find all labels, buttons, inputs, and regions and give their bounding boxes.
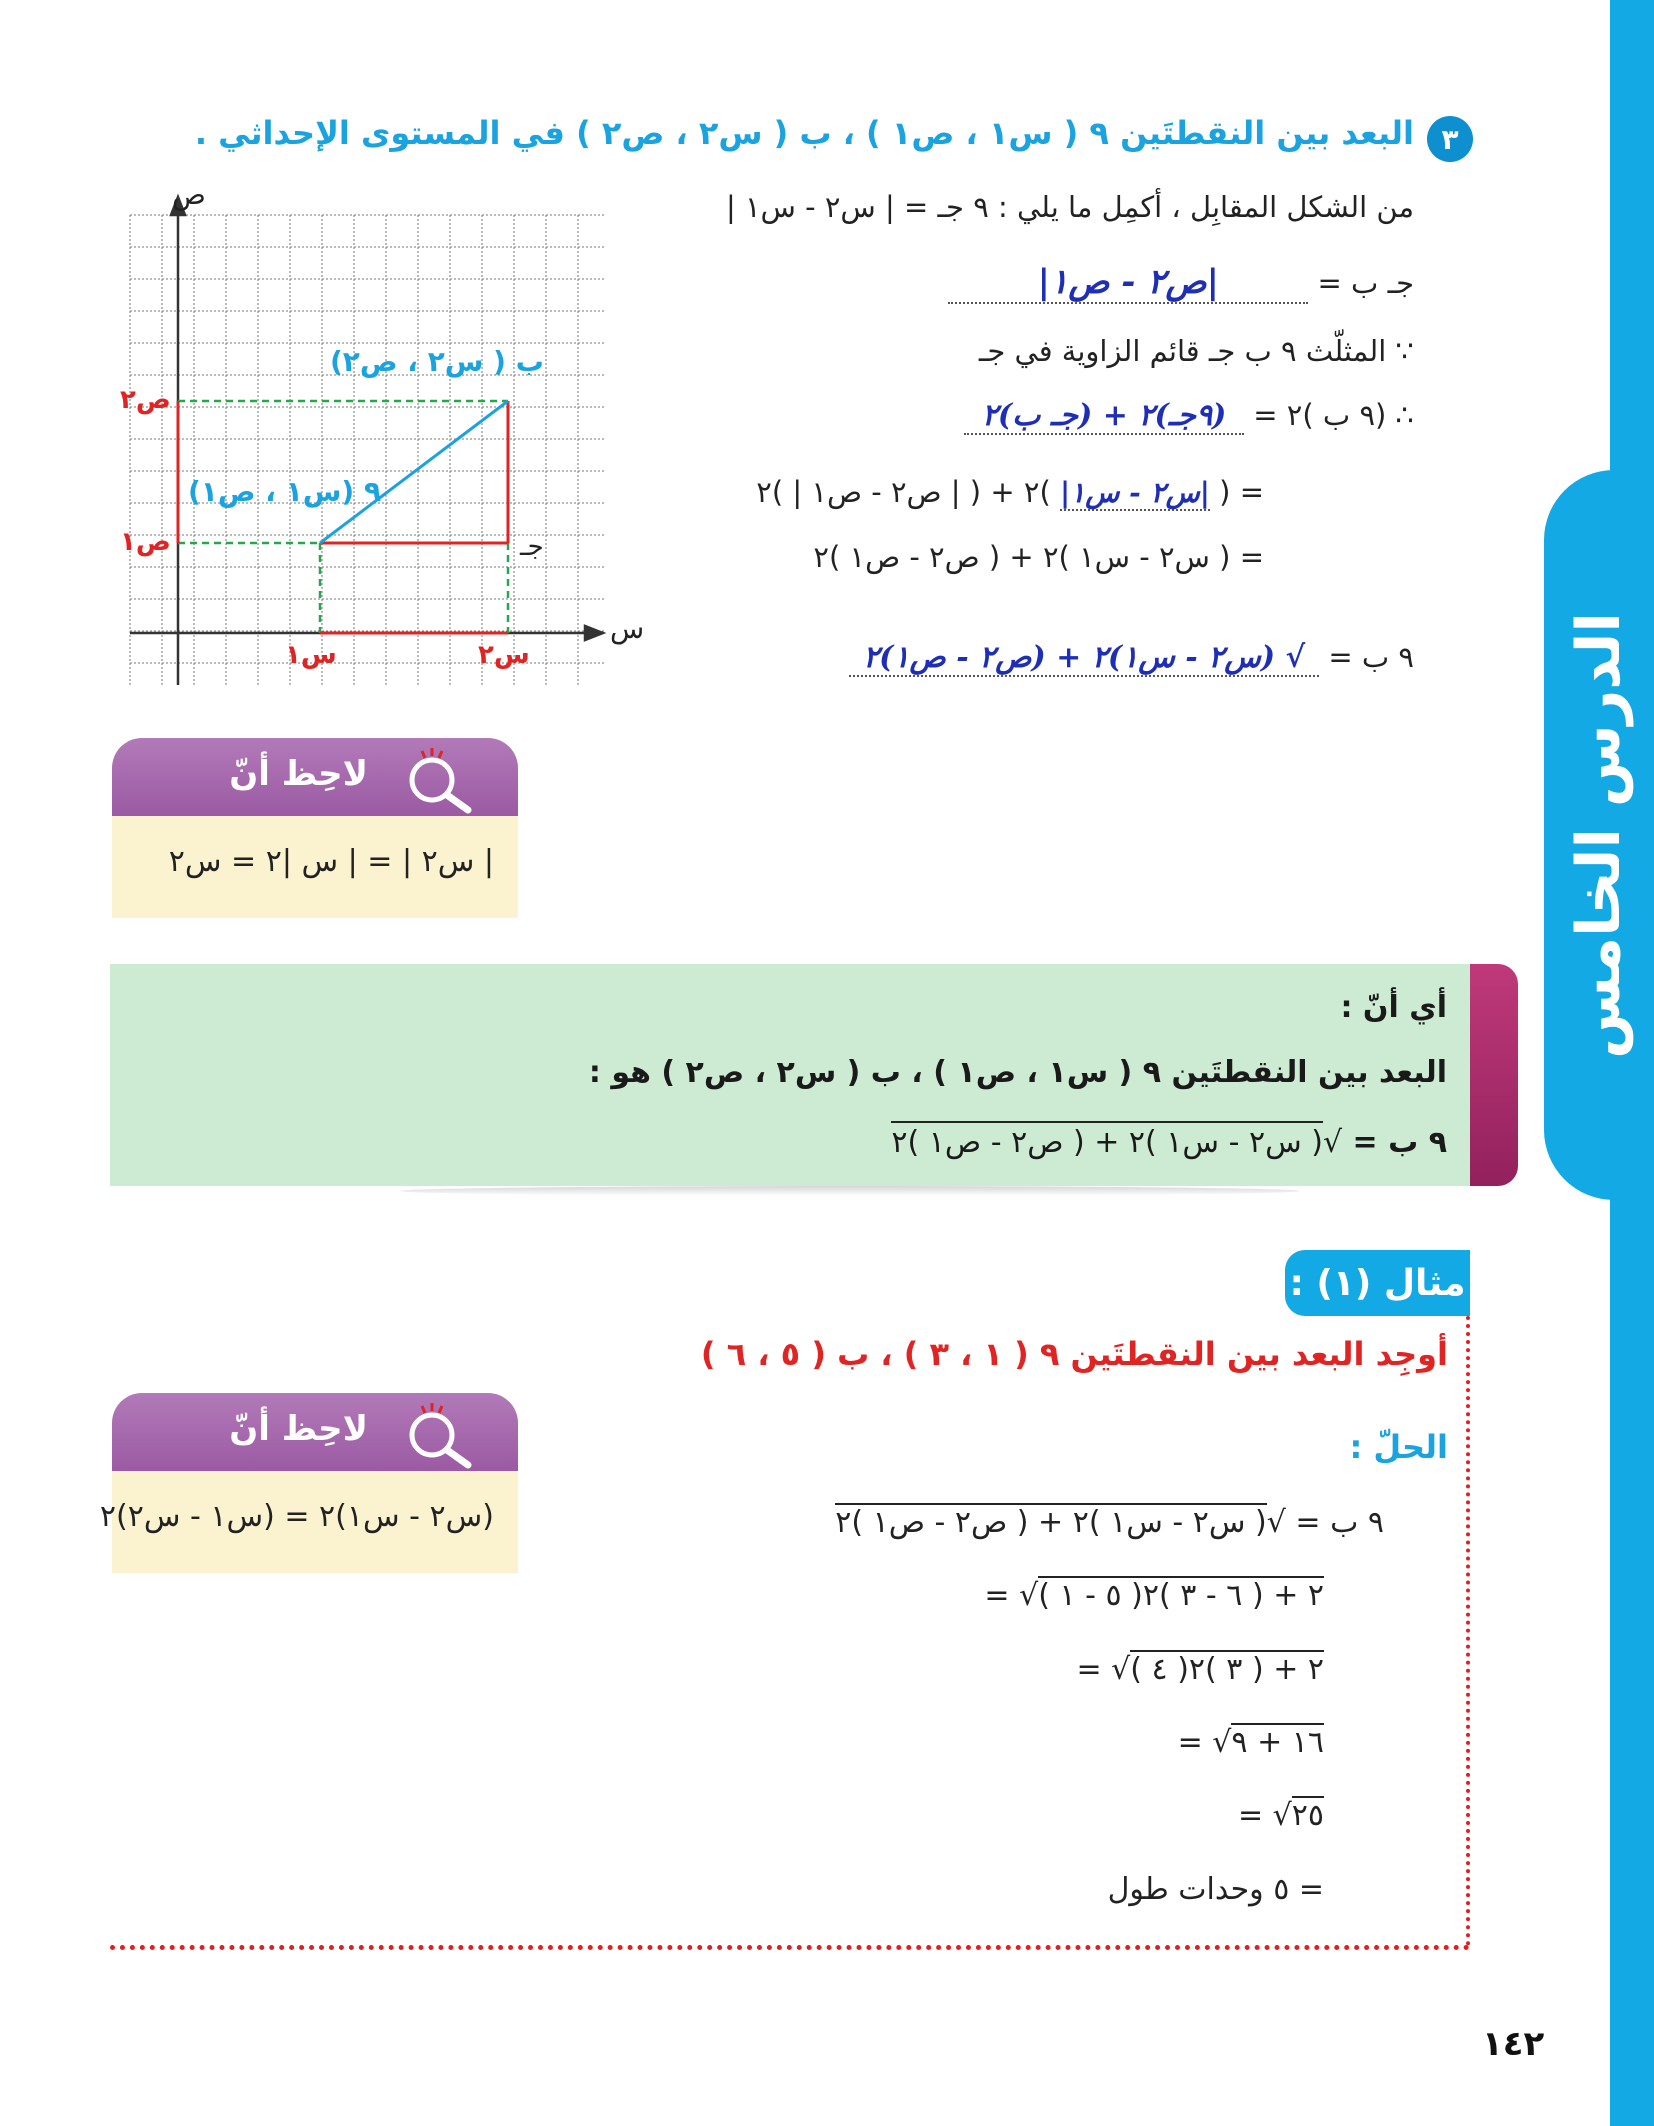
step-line-5-rest: )٢ + ( | ص٢ - ص١ | )٢ [756, 475, 1051, 509]
note-box-2-title: لاحِظ أنّ [229, 1409, 368, 1449]
solution-final: = ٥ وحدات طول [1107, 1872, 1324, 1907]
step-line-2-answer: |ص٢ - ص١| [948, 262, 1308, 304]
solution-line-radicand: ١٦ + ٩ [1231, 1725, 1324, 1760]
step-line-3: ∵ المثلّث ٩ ب جـ قائم الزاوية في جـ [978, 334, 1414, 368]
step-line-2 [948, 262, 1414, 304]
solution-line-label: = [1076, 1652, 1102, 1687]
step-line-5 [756, 475, 1264, 511]
step-line-4-label: ∴ (٩ ب )٢ = [1253, 398, 1414, 432]
solution-line-label: = [1237, 1798, 1264, 1833]
point-a-label: ٩ (س١ ، ص١) [188, 475, 382, 508]
example-border-bottom [110, 1945, 1470, 1950]
step-line-2-label: جـ ب = [1317, 266, 1414, 300]
graph-grid [130, 215, 605, 685]
x2-label: س٢ [478, 640, 530, 670]
x-axis-label: س [610, 612, 645, 645]
magnifier-icon [402, 1399, 478, 1469]
note-box-2-body [99, 1471, 518, 1573]
step-line-5-label: = ( [1219, 475, 1264, 509]
solution-line-3: = √( ٤ )٢ + ( ٣ )٢ [1076, 1652, 1324, 1687]
summary-line-3: ٩ ب = √( س٢ - س١ )٢ + ( ص٢ - ص١ )٢ [891, 1125, 1447, 1160]
example-question: أوجِد البعد بين النقطتَين ٩ ( ١ ، ٣ ) ، ب ( ٥ ، ٦ ) [700, 1335, 1448, 1373]
point-b-label: ب ( س٢ ، ص٢) [330, 345, 544, 378]
summary-formula-radicand: ( س٢ - س١ )٢ + ( ص٢ - ص١ )٢ [891, 1121, 1323, 1160]
note-box-1 [112, 738, 518, 918]
solution-line-label: = [984, 1578, 1010, 1613]
y-axis-label: ص [172, 178, 206, 211]
solution-line-2: = √( ٥ - ١ )٢ + ( ٦ - ٣ )٢ [984, 1578, 1324, 1613]
point-c-label: جـ [520, 532, 544, 562]
segment-ab [320, 401, 508, 543]
section-number-badge: ٣ [1427, 116, 1473, 162]
y1-label: ص١ [120, 527, 171, 557]
note-box-2-text: (س٢ - س١)٢ = (س١ - س٢)٢ [99, 1499, 494, 1534]
solution-line-radicand: ٢٥ [1291, 1798, 1324, 1833]
solution-line-label: ٩ ب = [1295, 1505, 1384, 1540]
note-box-1-title: لاحِظ أنّ [229, 754, 368, 794]
step-line-4 [964, 398, 1414, 435]
summary-box-tab [1470, 964, 1518, 1186]
note-box-2 [99, 1393, 518, 1573]
summary-line-1: أي أنّ : [1340, 990, 1447, 1025]
step-line-7-label: ٩ ب = [1328, 640, 1414, 674]
y2-label: ص٢ [120, 385, 171, 415]
solution-line-4: = √١٦ + ٩ [1177, 1725, 1324, 1760]
page-number: ١٤٢ [1482, 2024, 1545, 2064]
step-line-5-answer: |س٢ - س١| [1059, 476, 1210, 509]
lesson-side-tab-label: الدرس الخامس [1564, 611, 1634, 1059]
solution-line-1: ٩ ب = √( س٢ - س١ )٢ + ( ص٢ - ص١ )٢ [835, 1505, 1384, 1540]
solution-line-radicand: ( ٥ - ١ )٢ + ( ٦ - ٣ )٢ [1038, 1578, 1324, 1613]
solution-line-label: = [1177, 1725, 1203, 1760]
solution-line-radicand: ( س٢ - س١ )٢ + ( ص٢ - ص١ )٢ [835, 1505, 1267, 1540]
note-box-1-header [112, 738, 518, 816]
solution-line-5: = √٢٥ [1237, 1798, 1324, 1833]
step-line-6: = ( س٢ - س١ )٢ + ( ص٢ - ص١ )٢ [813, 540, 1264, 574]
solution-label: الحلّ : [1349, 1428, 1448, 1466]
step-line-7 [849, 640, 1414, 677]
note-box-1-text: | س٢ | = | س |٢ = س٢ [168, 844, 494, 879]
magnifier-icon [402, 744, 478, 814]
summary-formula-label: ٩ ب = [1352, 1125, 1447, 1160]
summary-box-shadow [400, 1186, 1300, 1196]
x1-label: س١ [285, 640, 337, 670]
graph-red-segments [178, 401, 508, 633]
lesson-side-tab-label-wrap [1544, 470, 1654, 1200]
step-line-1: من الشكل المقابِل ، أكمِل ما يلي : ٩ جـ = | س٢ - س١ | [725, 190, 1414, 224]
example-border-right [1466, 1316, 1470, 1946]
graph-axes [130, 197, 603, 685]
solution-line-radicand: ( ٤ )٢ + ( ٣ )٢ [1130, 1652, 1324, 1687]
coordinate-graph [120, 175, 650, 705]
step-line-7-answer: √ (س٢ - س١)٢ + (ص٢ - ص١)٢ [849, 640, 1319, 677]
example-badge: مثال (١) : [1285, 1250, 1470, 1316]
note-box-1-body [112, 816, 518, 918]
section-title: البعد بين النقطتَين ٩ ( س١ ، ص١ ) ، ب ( س٢ ، ص٢ ) في المستوى الإحداثي . [194, 114, 1414, 152]
note-box-2-header [112, 1393, 518, 1471]
graph-dashed-guides [178, 401, 508, 633]
step-line-4-answer: (٩جـ)٢ + (جـ ب)٢ [964, 398, 1244, 435]
summary-line-2: البعد بين النقطتَين ٩ ( س١ ، ص١ ) ، ب ( س٢ ، ص٢ ) هو : [588, 1055, 1447, 1090]
